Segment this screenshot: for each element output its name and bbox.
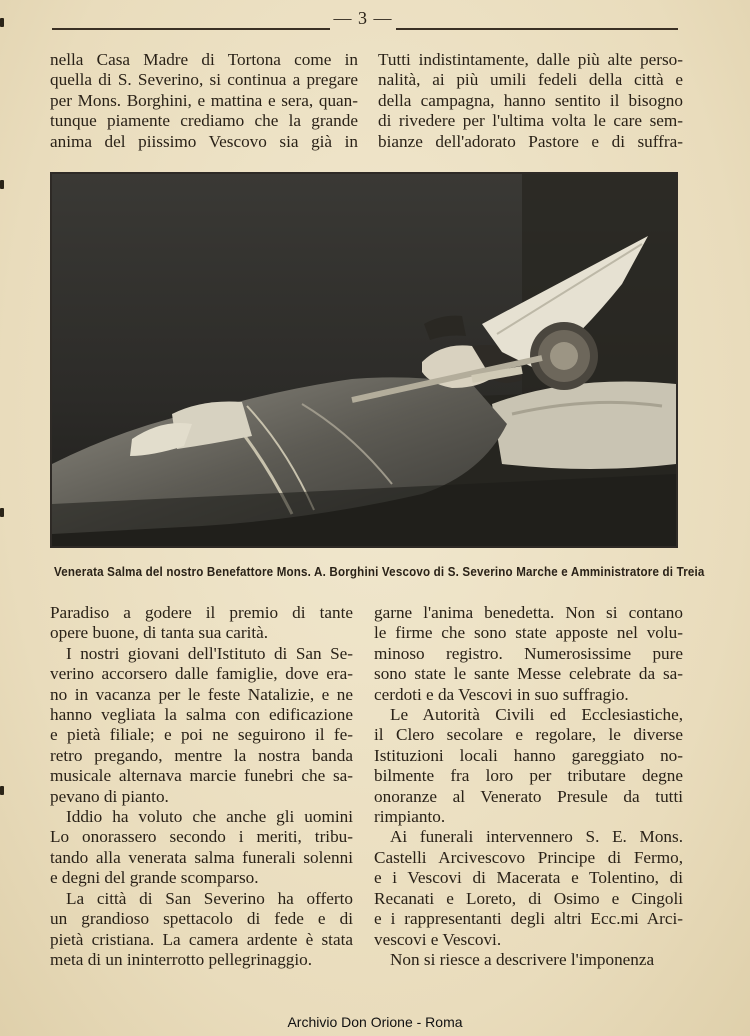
text-line: Castelli Arcivescovo Principe di Fermo, [374,847,683,867]
header-rule-left [52,28,330,30]
text-line: e i rappresentanti degli altri Ecc.mi Arci- [374,909,683,929]
funeral-photograph [50,172,678,548]
text-line: Iddio ha voluto che anche gli uomini [66,807,353,827]
text-line: rimpianto. [374,807,446,827]
text-line: e degni del grande scomparso. [50,868,259,888]
archive-footer: Archivio Don Orione - Roma [287,1014,463,1030]
text-line: verino accorsero dalle famiglie, dove era- [50,664,353,684]
text-line: La città di San Severino ha offerto [66,888,353,908]
text-line: Paradiso a godere il premio di tante [50,603,353,622]
text-line: tando alla venerata salma funerali solenni [50,847,353,867]
text-line: nalità, ai più umili fedeli della città e [378,70,683,90]
photo-caption: Venerata Salma del nostro Benefattore Mons. A. Borghini Vescovo di S. Severino Marche e Amministratore di Treia [54,565,705,579]
text-line: Tutti indistintamente, dalle più alte perso- [378,50,683,69]
text-line: musicale alternava marcie funebri che sa- [50,766,353,786]
text-line: quella di S. Severino, si continua a pregare [50,70,358,90]
text-line: un grandioso spettacolo di fede e di [50,909,353,929]
page-number: — 3 — [333,8,393,28]
text-line: per Mons. Borghini, e mattina e sera, quan- [50,90,358,110]
text-line: di rivedere per l'ultima volta le care sem- [378,111,683,131]
text-line: bianze dell'adorato Pastore e di suffra- [378,131,683,151]
text-line: della campagna, hanno sentito il bisogno [378,90,683,110]
bishop-lying-in-state-image [52,174,676,546]
binding-mark [0,180,4,189]
text-line: opere buone, di tanta sua carità. [50,623,269,643]
text-line: sono state le sante Messe celebrate da sa- [374,664,683,684]
text-line: minoso registro. Numerosissime pure [374,643,683,663]
text-line: onoranze al Venerato Presule da tutti [374,786,683,806]
text-line: garne l'anima benedetta. Non si contano [374,603,683,622]
top-left-column [50,50,358,152]
text-line: bilmente fra loro per tributare degne [374,766,683,786]
text-line: il Clero secolare e regolare, le diverse [374,725,683,745]
bottom-right-column [374,603,683,970]
text-line: anima del piissimo Vescovo sia già in [50,131,358,151]
text-line: pevano di pianto. [50,786,169,806]
bottom-left-column [50,603,353,970]
text-line: cerdoti e da Vescovi in suo suffragio. [374,684,629,704]
text-line: e i Vescovi di Macerata e Tolentino, di [374,868,683,888]
text-line: meta di un ininterrotto pellegrinaggio. [50,949,313,969]
text-line: Non si riesce a descrivere l'imponenza [390,949,655,969]
text-line: le firme che sono state apposte nel volu- [374,623,683,643]
text-line: Ai funerali intervennero S. E. Mons. [390,827,683,847]
text-line: Istituzioni locali hanno gareggiato no- [374,745,683,765]
text-line: I nostri giovani dell'Istituto di San Se- [66,643,353,663]
top-right-column [378,50,683,152]
text-line: hanno vegliata la salma con edificazione [50,705,353,725]
text-line: Lo onorassero secondo i meriti, tribu- [50,827,353,847]
text-line: Recanati e Loreto, di Osimo e Cingoli [374,888,683,908]
text-line: tunque piamente crediamo che la grande [50,111,358,131]
header-rule-right [396,28,678,30]
text-line: Le Autorità Civili ed Ecclesiastiche, [390,705,683,725]
text-line: no in vacanza per le feste Natalizie, e ne [50,684,353,704]
text-line: pietà cristiana. La camera ardente è stata [50,929,353,949]
binding-mark [0,786,4,795]
binding-mark [0,508,4,517]
text-line: vescovi e Vescovi. [374,929,502,949]
text-line: e pietà filiale; e poi ne seguirono il fe- [50,725,353,745]
text-line: retro pregando, mentre la nostra banda [50,745,353,765]
binding-mark [0,18,4,27]
text-line: nella Casa Madre di Tortona come in [50,50,358,69]
